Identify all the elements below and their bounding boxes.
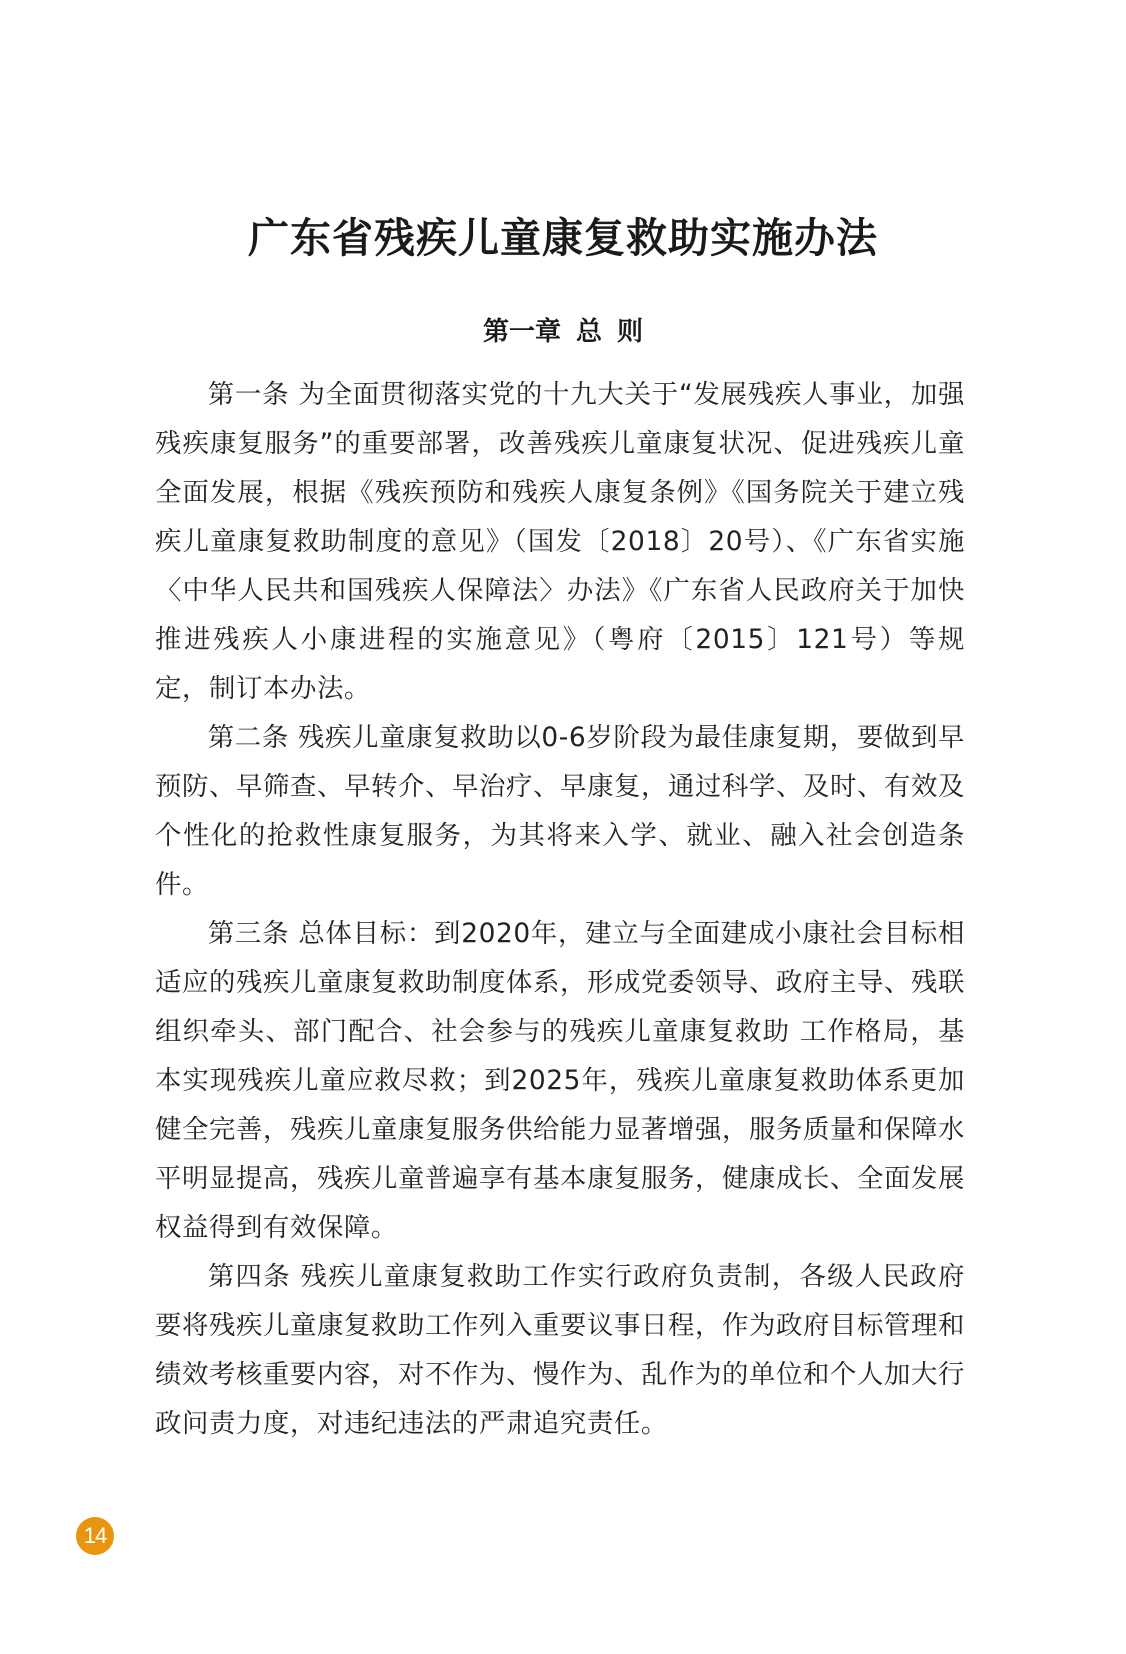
article-3-paragraph: 第三条 总体目标：到2020年，建立与全面建成小康社会目标相适应的残疾儿童康复救助制度体系，形成党委领导、政府主导、残联组织牵头、部门配合、社会参与的残疾儿童康复救助 工作格局，基本实现残疾儿童应救尽救；到2025年，残疾儿童康复救助体系更加健全完善，残疾儿童康复服务供给能力显著增强，服务质量和保障水平明显提高，残疾儿童普遍享有基本康复服务，健康成长、全面发展权益得到有效保障。	[155, 918, 965, 1243]
chapter-heading: 第一章 总 则	[482, 317, 644, 347]
article-4-paragraph: 第四条 残疾儿童康复救助工作实行政府负责制，各级人民政府要将残疾儿童康复救助工作列入重要议事日程，作为政府目标管理和绩效考核重要内容，对不作为、慢作为、乱作为的单位和个人加大行政问责力度，对违纪违法的严肃追究责任。	[155, 1261, 965, 1439]
document-title: 广东省残疾儿童康复救助实施办法	[248, 214, 878, 262]
page-number-badge	[76, 1517, 114, 1555]
page-number: 14	[83, 1523, 107, 1548]
article-1-paragraph: 第一条 为全面贯彻落实党的十九大关于“发展残疾人事业，加强残疾康复服务”的重要部署，改善残疾儿童康复状况、促进残疾儿童全面发展，根据《残疾预防和残疾人康复条例》《国务院关于建立残疾儿童康复救助制度的意见》（国发〔2018〕20号）、《广东省实施〈中华人民共和国残疾人保障法〉办法》《广东省人民政府关于加快推进残疾人小康进程的实施意见》（粤府〔2015〕121号）等规定，制订本办法。	[155, 379, 965, 704]
document-body	[155, 370, 965, 1448]
article-2-paragraph: 第二条 残疾儿童康复救助以0-6岁阶段为最佳康复期，要做到早预防、早筛查、早转介、早治疗、早康复，通过科学、及时、有效及个性化的抢救性康复服务，为其将来入学、就业、融入社会创造条件。	[155, 722, 965, 900]
